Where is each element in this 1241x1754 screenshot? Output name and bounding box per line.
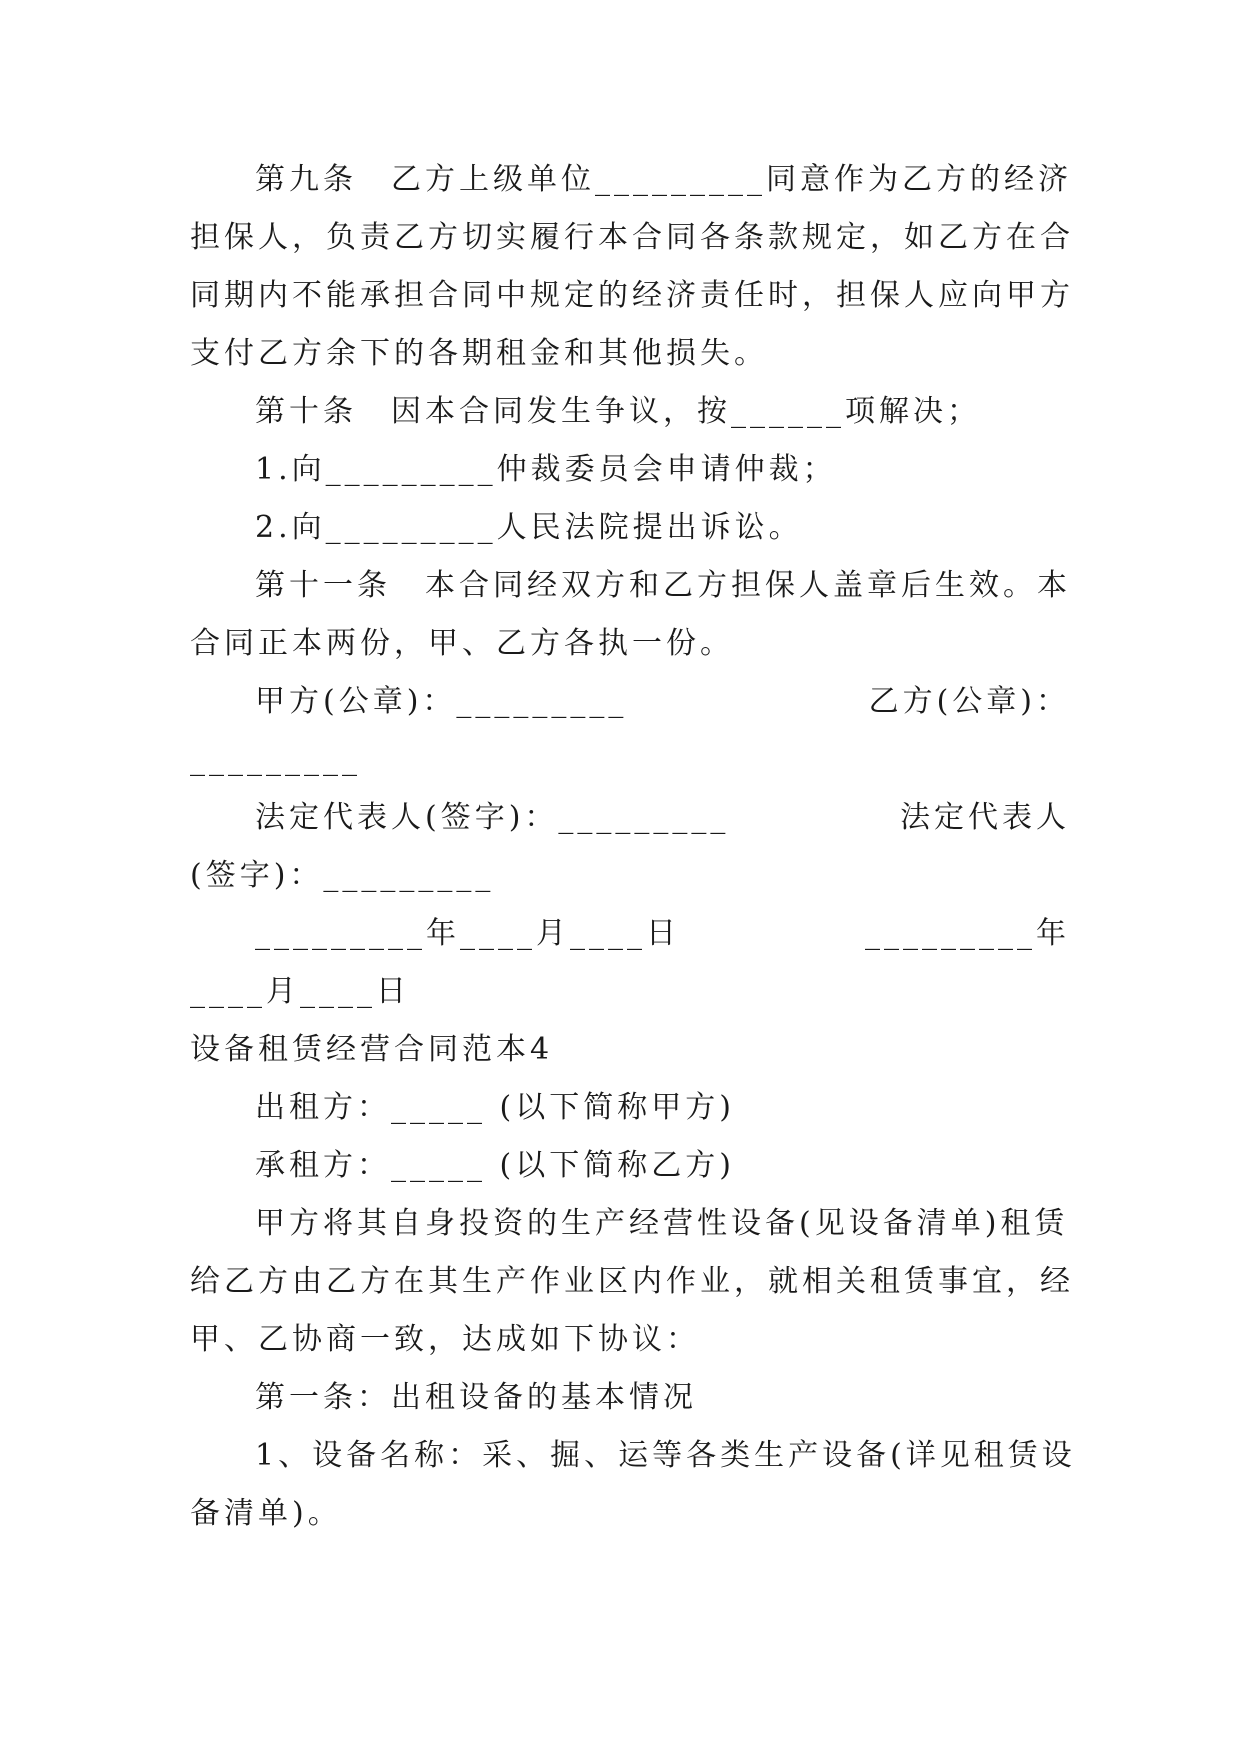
art1-title: 第一条：出租设备的基本情况: [255, 1380, 697, 1415]
intro-line3: 甲、乙协商一致，达成如下协议：: [190, 1322, 700, 1357]
intro-line2: 给乙方由乙方在其生产作业区内作业，就相关租赁事宜，经: [190, 1264, 1074, 1299]
art1-item1-line2: 备清单)。: [190, 1496, 342, 1531]
rep-a: 法定代表人(签字)：_________: [255, 800, 730, 835]
lessee-line: 承租方：_____ (以下简称乙方): [255, 1148, 735, 1183]
lessor-line: 出租方：_____ (以下简称甲方): [255, 1090, 735, 1125]
rep-b-1: 法定代表人: [900, 800, 1070, 835]
article9-line4: 支付乙方余下的各期租金和其他损失。: [190, 336, 768, 371]
date-b-1: _________年: [865, 916, 1070, 951]
seal-row: [190, 682, 1070, 740]
article10-item1: 1.向_________仲裁委员会申请仲裁；: [255, 452, 837, 487]
article10-item2: 2.向_________人民法院提出诉讼。: [255, 510, 803, 545]
article11-line1: 第十一条 本合同经双方和乙方担保人盖章后生效。本: [255, 568, 1071, 603]
art1-item1-line1: 1、设备名称：采、掘、运等各类生产设备(详见租赁设: [255, 1438, 1076, 1473]
article10-line1: 第十条 因本合同发生争议，按______项解决；: [255, 394, 981, 429]
date-row: [190, 914, 1070, 972]
rep-row: [190, 798, 1070, 856]
article9-line3: 同期内不能承担合同中规定的经济责任时，担保人应向甲方: [190, 278, 1074, 313]
article9-line1: 第九条 乙方上级单位_________同意作为乙方的经济: [255, 162, 1072, 197]
party-b-seal: 乙方(公章)：: [868, 684, 1070, 719]
article11-line2: 合同正本两份，甲、乙方各执一份。: [190, 626, 734, 661]
date-a: _________年____月____日: [255, 916, 680, 951]
intro-line1: 甲方将其自身投资的生产经营性设备(见设备清单)租赁: [255, 1206, 1069, 1241]
date-b-2: ____月____日: [190, 974, 410, 1009]
party-a-seal: 甲方(公章)：_________: [255, 684, 628, 719]
document-body: [190, 160, 1076, 1552]
article9-line2: 担保人，负责乙方切实履行本合同各条款规定，如乙方在合: [190, 220, 1074, 255]
rep-b-2: (签字)：_________: [190, 858, 495, 893]
party-b-seal-blank: _________: [190, 742, 361, 777]
section4-title: 设备租赁经营合同范本4: [190, 1032, 554, 1067]
